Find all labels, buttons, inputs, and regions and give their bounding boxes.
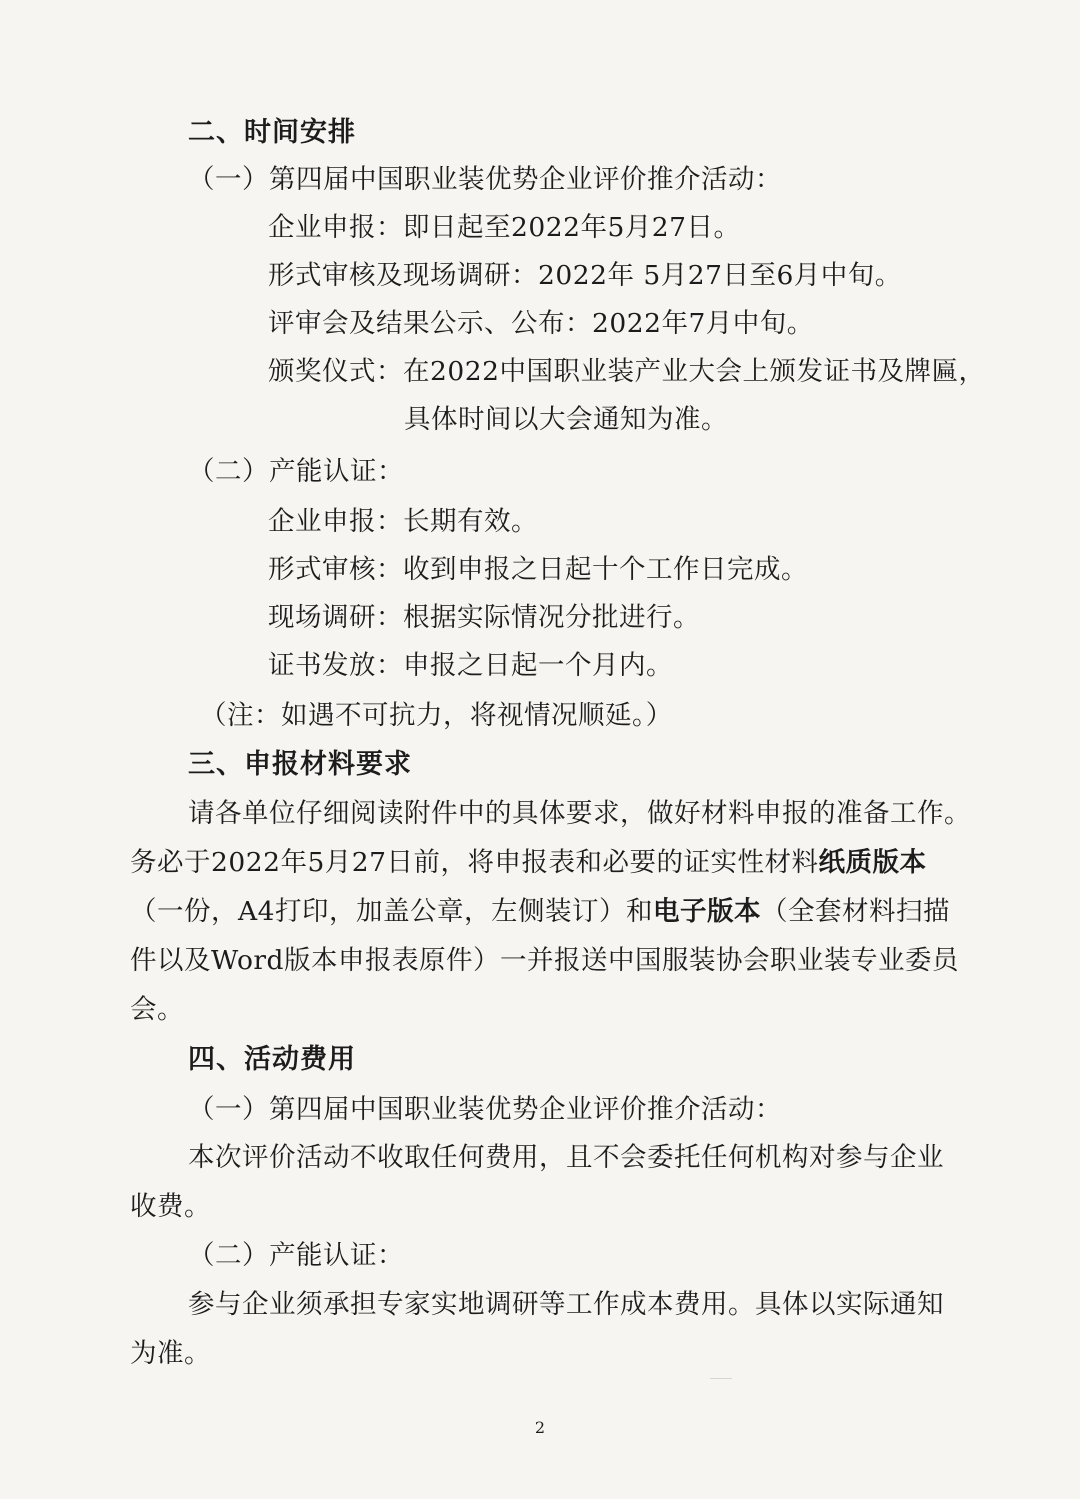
schedule-item: 评审会及结果公示、公布：2022年7月中旬。 <box>268 308 814 339</box>
paragraph-line <box>130 846 927 880</box>
schedule-item: 形式审核及现场调研：2022年 5月27日至6月中旬。 <box>268 260 902 291</box>
paragraph-line: 请各单位仔细阅读附件中的具体要求，做好材料申报的准备工作。 <box>188 798 971 829</box>
section-4-sub1-title: （一）第四届中国职业装优势企业评价推介活动： <box>188 1094 782 1125</box>
paragraph-line: 参与企业须承担专家实地调研等工作成本费用。具体以实际通知 <box>188 1289 944 1320</box>
section-2-sub1-title: （一）第四届中国职业装优势企业评价推介活动： <box>188 164 782 195</box>
force-majeure-note: （注：如遇不可抗力，将视情况顺延。） <box>200 700 673 731</box>
paragraph-text: （一份，A4打印，加盖公章，左侧装订）和 <box>130 896 653 927</box>
page-number: 2 <box>534 1418 546 1437</box>
section-4-heading: 四、活动费用 <box>188 1044 356 1075</box>
section-3-heading: 三、申报材料要求 <box>188 749 412 780</box>
schedule-item: 颁奖仪式：在2022中国职业装产业大会上颁发证书及牌匾， <box>268 356 986 387</box>
section-2-heading: 二、时间安排 <box>188 117 356 148</box>
scan-mark <box>710 1378 732 1379</box>
paragraph-text: 务必于2022年5月27日前，将申报表和必要的证实性材料 <box>130 847 819 878</box>
paragraph-line <box>130 895 950 929</box>
paper-version-emphasis: 纸质版本 <box>818 847 927 878</box>
capacity-item: 形式审核：收到申报之日起十个工作日完成。 <box>268 554 808 585</box>
paragraph-line: 为准。 <box>130 1338 211 1369</box>
capacity-item: 企业申报：长期有效。 <box>268 506 538 537</box>
electronic-version-emphasis: 电子版本 <box>653 896 761 927</box>
schedule-item-continued: 具体时间以大会通知为准。 <box>404 404 728 435</box>
paragraph-line: 件以及Word版本申报表原件）一并报送中国服装协会职业装专业委员 <box>130 945 960 976</box>
section-2-sub2-title: （二）产能认证： <box>188 456 404 487</box>
paragraph-line: 会。 <box>130 994 184 1025</box>
paragraph-line: 本次评价活动不收取任何费用，且不会委托任何机构对参与企业 <box>188 1142 944 1173</box>
paragraph-line: 收费。 <box>130 1191 211 1222</box>
schedule-item: 企业申报：即日起至2022年5月27日。 <box>268 212 741 243</box>
capacity-item: 证书发放：申报之日起一个月内。 <box>268 650 673 681</box>
capacity-item: 现场调研：根据实际情况分批进行。 <box>268 602 700 633</box>
paragraph-text: （全套材料扫描 <box>761 896 950 927</box>
section-4-sub2-title: （二）产能认证： <box>188 1240 404 1271</box>
